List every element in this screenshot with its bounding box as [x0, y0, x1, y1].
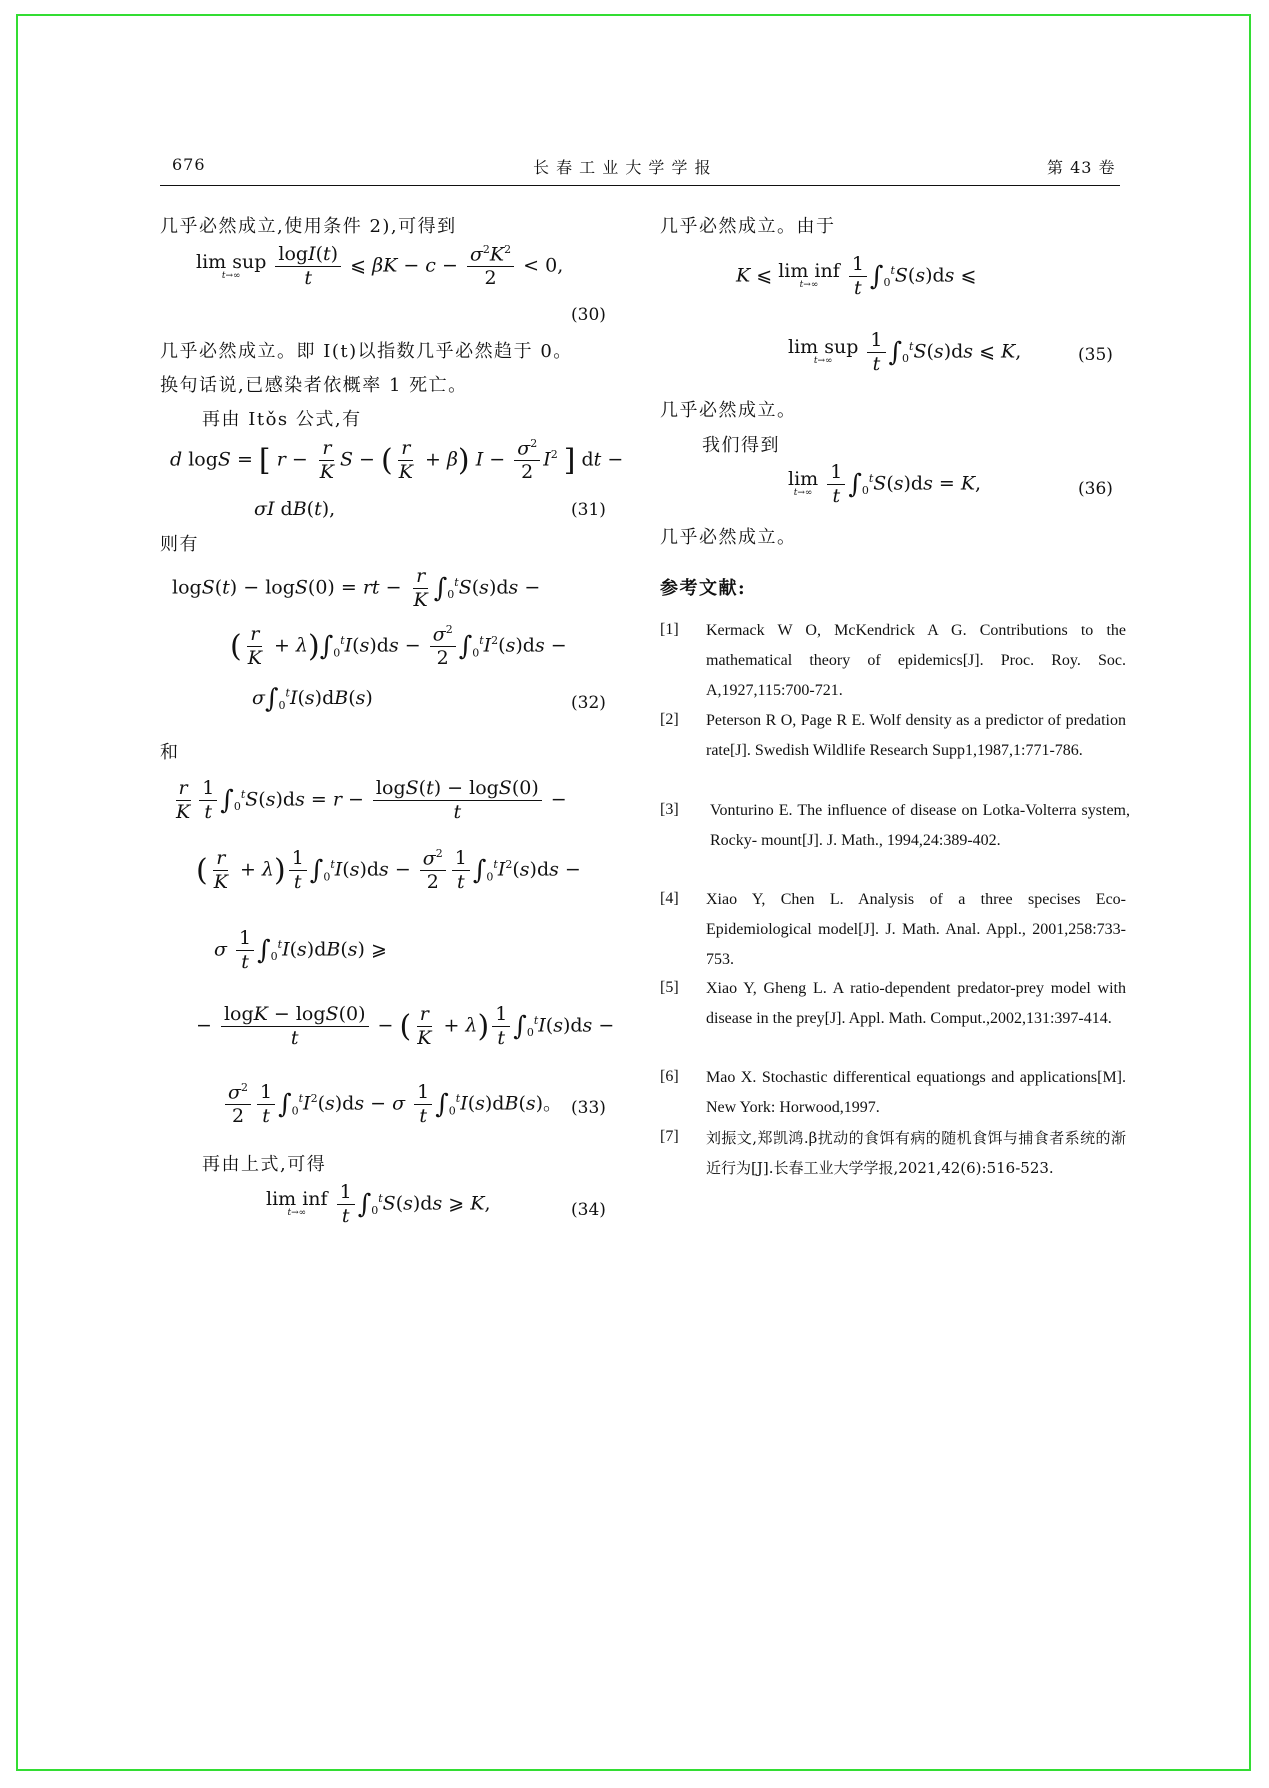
- ref-text: Peterson R O, Page R E. Wolf density as a predictor of predation rate[J]. Swedish Wildlife Research Supp1,1987,1:771-786.: [706, 712, 1126, 759]
- left-paragraph-4: 则有: [160, 534, 199, 555]
- equation-30: lim sup t→∞ $\frac{\log I(t)}{t}$ ⩽ βK − c − $\frac{\sigma^2K^2}{2}$ < 0,: [196, 243, 564, 290]
- equation-30-number: (30): [571, 305, 606, 325]
- equation-33-line1: $\frac{r}{K}$ $\frac{1}{t}$ $\int_0^tS(s)ds = r$ − $\frac{\log S(t) - \log S(0)}{t}$ −: [176, 777, 567, 823]
- equation-32-line2: ( $\frac{r}{K}$ + $\lambda)\int_0^tI(s)ds$ − $\frac{\sigma^2}{2}$ $\int_0^tI^2(s)ds$ −: [230, 623, 567, 670]
- equation-33-line5: $\frac{\sigma^2}{2}$ $\frac{1}{t}$ $\int_0^tI^2(s)ds - \sigma$ $\frac{1}{t}$ $\int_0^tI(s)dB(s)$。: [222, 1082, 562, 1127]
- ref-number: [7]: [660, 1128, 679, 1145]
- equation-32-number: (32): [571, 693, 606, 713]
- equation-34-number: (34): [571, 1200, 606, 1220]
- equation-31-number: (31): [571, 500, 606, 520]
- references-title: 参考文献:: [660, 578, 747, 599]
- left-paragraph-2b: 换句话说,已感染者依概率 1 死亡。: [160, 375, 468, 396]
- ref-text: Xiao Y, Chen L. Analysis of a three specises Eco-Epidemiological model[J]. J. Math. Anal. Appl., 2001,258:733-753.: [706, 891, 1126, 968]
- right-paragraph-1: 几乎必然成立。由于: [660, 216, 836, 237]
- left-paragraph-5: 和: [160, 742, 180, 763]
- ref-text: Xiao Y, Gheng L. A ratio-dependent predator-prey model with disease in the prey[J]. Appl. Math. Comput.,2002,131:397-414.: [706, 980, 1126, 1027]
- ref-text: Vonturino E. The influence of disease on Lotka-Volterra system, Rocky- mount[J]. J. Math., 1994,24:389-402.: [710, 802, 1130, 849]
- ref-number: [3]: [660, 801, 679, 818]
- equation-36-number: (36): [1078, 479, 1113, 499]
- left-paragraph-1: 几乎必然成立,使用条件 2),可得到: [160, 216, 457, 237]
- page-number: 676: [172, 155, 206, 174]
- equation-35-line1: K ⩽ lim inf t→∞ $\frac{1}{t}$ $\int_0^tS(s)ds$ ⩽: [736, 253, 977, 299]
- left-paragraph-3: 再由 Itǒs 公式,有: [202, 409, 362, 430]
- equation-31-line2: σI dB(t),: [254, 498, 336, 520]
- journal-title: 长 春 工 业 大 学 学 报: [533, 158, 712, 177]
- left-paragraph-6: 再由上式,可得: [202, 1154, 327, 1175]
- volume-label: 第 43 卷: [1047, 158, 1116, 177]
- ref-number: [1]: [660, 621, 679, 638]
- ref-number: [5]: [660, 979, 679, 996]
- equation-35-number: (35): [1078, 345, 1113, 365]
- equation-33-line3: σ $\frac{1}{t}$ $\int_0^tI(s)dB(s)$ ⩾: [214, 927, 387, 973]
- equation-32-line3: $\sigma\int_0^tI(s)dB(s)$: [252, 684, 373, 714]
- equation-36: lim t→∞ $\frac{1}{t}$ $\int_0^tS(s)ds = K$,: [788, 461, 982, 507]
- ref-number: [6]: [660, 1068, 679, 1085]
- header-rule: [160, 185, 1120, 186]
- equation-31-line1: d logS = [ r − $\frac{r}{K}$ S − ( $\frac{r}{K}$ + β) I − $\frac{\sigma^2}{2}$ $I^2$ ] dt −: [170, 437, 624, 484]
- ref-text: Kermack W O, McKendrick A G. Contributions to the mathematical theory of epidemics[J]. Proc. Roy. Soc. A,1927,115:700-721.: [706, 622, 1126, 699]
- equation-35-line2: lim sup t→∞ $\frac{1}{t}$ $\int_0^tS(s)ds$ ⩽ K,: [788, 329, 1022, 375]
- left-paragraph-2a: 几乎必然成立。即 I(t)以指数几乎必然趋于 0。: [160, 341, 573, 362]
- ref-text: Mao X. Stochastic differentical equationgs and applications[M]. New York: Horwood,1997.: [706, 1069, 1126, 1116]
- equation-33-number: (33): [571, 1098, 606, 1118]
- right-paragraph-2: 几乎必然成立。: [660, 400, 797, 421]
- equation-33-line2: ( $\frac{r}{K}$ + λ) $\frac{1}{t}$ $\int_0^tI(s)ds$ − $\frac{\sigma^2}{2}$ $\frac{1}{t}$ $\int_0^tI^2(s)ds$ −: [196, 847, 581, 894]
- ref-text: 刘振文,郑凯鸿.β扰动的食饵有病的随机食饵与捕食者系统的渐近行为[J].长春工业大学学报,2021,42(6):516-523.: [706, 1129, 1126, 1177]
- equation-32-line1: logS(t) − logS(0) = rt − $\frac{r}{K}$ $\int_0^tS(s)ds$ −: [172, 565, 541, 611]
- ref-number: [4]: [660, 890, 679, 907]
- equation-33-line4: − $\frac{\log K - \log S(0)}{t}$ − ( $\frac{r}{K}$ + λ) $\frac{1}{t}$ $\int_0^tI(s)ds$ −: [196, 1003, 615, 1049]
- ref-number: [2]: [660, 711, 679, 728]
- right-paragraph-4: 几乎必然成立。: [660, 527, 797, 548]
- equation-34: lim inf t→∞ $\frac{1}{t}$ $\int_0^tS(s)ds$ ⩾ K,: [266, 1181, 491, 1227]
- right-paragraph-3: 我们得到: [702, 435, 780, 456]
